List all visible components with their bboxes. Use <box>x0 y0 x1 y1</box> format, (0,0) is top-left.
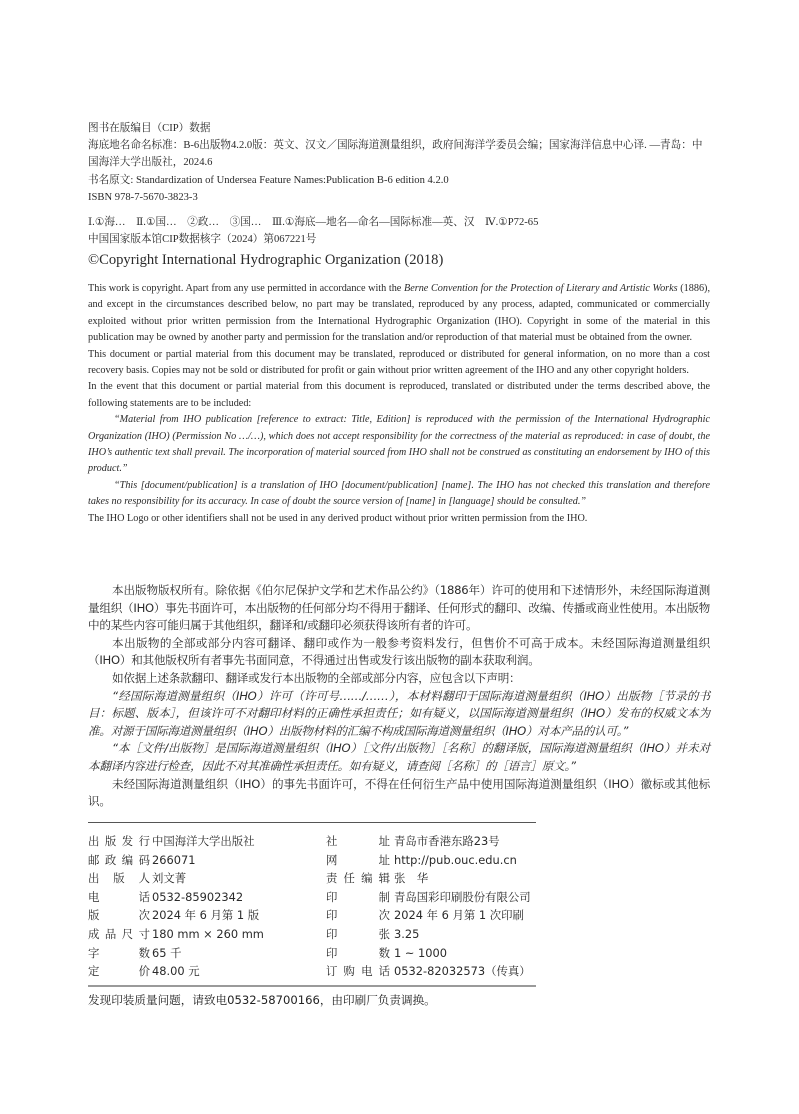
label-char: 任 <box>343 871 355 886</box>
info-value: 266071 <box>152 852 196 867</box>
label-char: 码 <box>138 852 150 867</box>
label-char: 邮 <box>88 852 100 867</box>
info-label <box>326 906 390 925</box>
info-value: 青岛市香港东路23号 <box>394 834 500 848</box>
chinese-paragraph-3: 如依据上述条款翻印、翻译或发行本出版物的全部或部分内容，应包含以下声明： <box>112 670 521 685</box>
chinese-copyright-text <box>88 582 710 811</box>
chinese-quote-1: “经国际海道测量组织（IHO）许可（许可号……/……），本材料翻印于国际海道测量组织（IHO）出版物［节录的书目：标题、版本］，但该许可不对翻印材料的正确性承担责任；如有疑义，以国际海道测量组织（IHO）发布的权威文本为准。对源于国际海道测量组织（IHO）出版物材料的汇编不构成国际海道测量组织（IHO）对本产品的认可。” <box>88 688 710 738</box>
label-char: 次 <box>138 908 150 923</box>
label-char: 出 <box>88 834 100 848</box>
label-char: 编 <box>361 871 373 886</box>
info-row <box>88 962 548 981</box>
chinese-quote-2: “本［文件/出版物］是国际海道测量组织（IHO）［文件/出版物］［名称］的翻译版，国际海道测量组织（IHO）并未对本翻译内容进行检查，因此不对其准确性承担责任。如有疑义，请查阅［名称］的［语言］原文。” <box>88 741 710 773</box>
label-char: 张 <box>378 926 390 941</box>
info-label <box>88 906 150 925</box>
label-char: 印 <box>326 889 338 904</box>
label-char: 数 <box>378 945 390 960</box>
info-label <box>88 925 150 944</box>
info-value: 180 mm × 260 mm <box>152 926 264 941</box>
english-copyright-text <box>88 281 710 527</box>
label-char: 次 <box>378 908 390 923</box>
english-paragraph-3: In the event that this document or partial material from this document is reproduced, translated or distributed under the terms described above, the following statements are to be included: <box>88 381 710 409</box>
quality-notice: 发现印装质量问题，请致电0532-58700166，由印刷厂负责调换。 <box>88 993 436 1007</box>
label-char: 字 <box>88 945 100 960</box>
info-value: 65 千 <box>152 945 182 960</box>
label-char: 价 <box>138 964 150 979</box>
label-char: 版 <box>88 908 100 923</box>
label-char: 责 <box>326 871 338 886</box>
label-char: 辑 <box>378 871 390 886</box>
info-label <box>326 888 390 907</box>
label-char: 人 <box>138 871 150 886</box>
label-char: 话 <box>378 964 390 979</box>
english-quote-1: “Material from IHO publication [reference to extract: Title, Edition] is reproduced with the permission of the International Hydrographic Organization (IHO) (Permission No …/…), which does not accept responsibility for the correctness of the material as reproduced: in case of doubt, the IHO’s authentic text shall prevail. The incorporation of material sourced from IHO shall not be construed as constituting an endorsement by IHO of this product.” <box>88 414 710 475</box>
info-value: 刘文菁 <box>152 871 187 886</box>
label-char: 版 <box>113 871 125 886</box>
info-label <box>326 832 390 851</box>
cip-original-title: 书名原文: Standardization of Undersea Feature Names:Publication B-6 edition 4.2.0 <box>88 174 449 186</box>
info-label <box>326 869 390 888</box>
publication-info-table <box>88 832 548 981</box>
info-label <box>88 888 150 907</box>
info-label <box>326 944 390 963</box>
label-char: 出 <box>88 871 100 886</box>
label-char: 政 <box>104 852 117 867</box>
label-char: 电 <box>361 964 373 979</box>
info-label <box>326 851 390 870</box>
label-char: 寸 <box>138 926 150 941</box>
copyright-title: ©Copyright International Hydrographic Organization (2018) <box>88 252 444 268</box>
text: This work is copyright. Apart from any use permitted in accordance with the <box>88 283 404 294</box>
info-value: 1 ~ 1000 <box>394 945 448 960</box>
label-char: 编 <box>121 852 134 867</box>
label-char: 社 <box>326 834 338 848</box>
label-char: 址 <box>378 834 390 848</box>
info-value: 中国海洋大学出版社 <box>152 834 255 848</box>
divider-bottom <box>88 985 536 987</box>
cip-isbn: ISBN 978-7-5670-3823-3 <box>88 191 198 203</box>
info-value: 0532-85902342 <box>152 889 244 904</box>
info-label <box>88 832 150 851</box>
info-label <box>88 944 150 963</box>
chinese-paragraph-2: 本出版物的全部或部分内容可翻译、翻印或作为一般参考资料发行，但售价不可高于成本。未经国际海道测量组织（IHO）和其他版权所有者事先书面同意，不得通过出售或发行该出版物的副本获取利润。 <box>88 635 710 668</box>
english-paragraph-2: This document or partial material from this document may be translated, reproduced or distributed for general information, on no more than a cost recovery basis. Copies may not be sold or distributed for profit or gain without prior written agreement of the IHO and any other copyright holders. <box>88 348 710 377</box>
info-row <box>88 832 548 851</box>
info-row <box>88 906 548 925</box>
info-label <box>88 962 150 981</box>
label-char: 话 <box>138 889 150 904</box>
label-char: 数 <box>138 945 150 960</box>
label-char: 尺 <box>121 926 134 941</box>
cip-block <box>88 120 710 248</box>
info-label <box>88 851 150 870</box>
label-char: 网 <box>326 852 338 867</box>
label-char: 定 <box>88 964 100 979</box>
english-paragraph-4: The IHO Logo or other identifiers shall not be used in any derived product without prior written permission from the IHO. <box>88 512 588 524</box>
cip-classification: Ⅰ.①海… Ⅱ.①国… ②政… ③国… Ⅲ.①海底—地名—命名—国际标准—英、汉 Ⅳ.①P72-65 <box>88 217 539 229</box>
label-char: 印 <box>326 926 338 941</box>
cip-number: 中国国家版本馆CIP数据核字（2024）第067221号 <box>88 234 317 246</box>
english-paragraph-1 <box>88 281 710 347</box>
english-quote-2: “This [document/publication] is a translation of IHO [document/publication] [name]. The IHO has not checked this translation and therefore takes no responsibility for its accuracy. In case of doubt the source version of [name] in [language] should be consulted.” <box>88 479 710 508</box>
cip-heading: 图书在版编目（CIP）数据 <box>88 123 211 134</box>
info-value: http://pub.ouc.edu.cn <box>394 852 517 867</box>
info-label <box>88 869 150 888</box>
info-row <box>88 944 548 963</box>
label-char: 印 <box>326 945 338 960</box>
info-label <box>326 962 390 981</box>
label-char: 电 <box>88 889 100 904</box>
info-value: 0532-82032573（传真） <box>394 964 531 979</box>
label-char: 购 <box>343 964 355 979</box>
info-value: 青岛国彩印刷股份有限公司 <box>394 889 531 904</box>
chinese-paragraph-4: 未经国际海道测量组织（IHO）的事先书面许可，不得在任何衍生产品中使用国际海道测量组织（IHO）徽标或其他标识。 <box>88 776 710 809</box>
info-row <box>88 851 548 870</box>
berne-convention-title: Berne Convention for the Protection of Literary and Artistic Works <box>403 283 678 294</box>
info-row <box>88 888 548 907</box>
divider-top <box>88 822 536 823</box>
label-char: 版 <box>104 834 117 848</box>
cip-description: 海底地名命名标准：B-6出版物4.2.0版：英文、汉文／国际海道测量组织，政府间海洋学委员会编；国家海洋信息中心译. —青岛：中国海洋大学出版社，2024.6 <box>88 140 703 169</box>
label-char: 址 <box>378 852 390 867</box>
label-char: 成 <box>88 926 100 941</box>
info-row <box>88 925 548 944</box>
label-char: 制 <box>378 889 390 904</box>
text: (1886), and except in the circumstances described below, no part may be translated, reproduced by any process, adapted, communicated or commercially exploited without prior written permission from the International Hydrographic Organization (IHO). Copyright in some of the material in this publication may be owned by another party and permission for the translation and/or reproduction of that material must be obtained from the owner. <box>88 283 710 344</box>
label-char: 品 <box>104 926 117 941</box>
info-row <box>88 869 548 888</box>
label-char: 订 <box>326 964 338 979</box>
info-value: 张 华 <box>394 871 429 886</box>
info-value: 2024 年 6 月第 1 版 <box>152 908 260 923</box>
label-char: 印 <box>326 908 338 923</box>
info-label <box>326 925 390 944</box>
info-value: 3.25 <box>394 926 420 941</box>
label-char: 行 <box>138 834 150 848</box>
chinese-paragraph-1: 本出版物版权所有。除依据《伯尔尼保护文学和艺术作品公约》（1886年）许可的使用和下述情形外，未经国际海道测量组织（IHO）事先书面许可，本出版物的任何部分均不得用于翻译、任何形式的翻印、改编、传播或商业性使用。本出版物中的某些内容可能归属于其他组织，翻译和/或翻印必须获得该所有者的许可。 <box>88 583 710 633</box>
info-value: 2024 年 6 月第 1 次印刷 <box>394 908 524 923</box>
info-value: 48.00 元 <box>152 964 200 979</box>
label-char: 发 <box>121 834 134 848</box>
